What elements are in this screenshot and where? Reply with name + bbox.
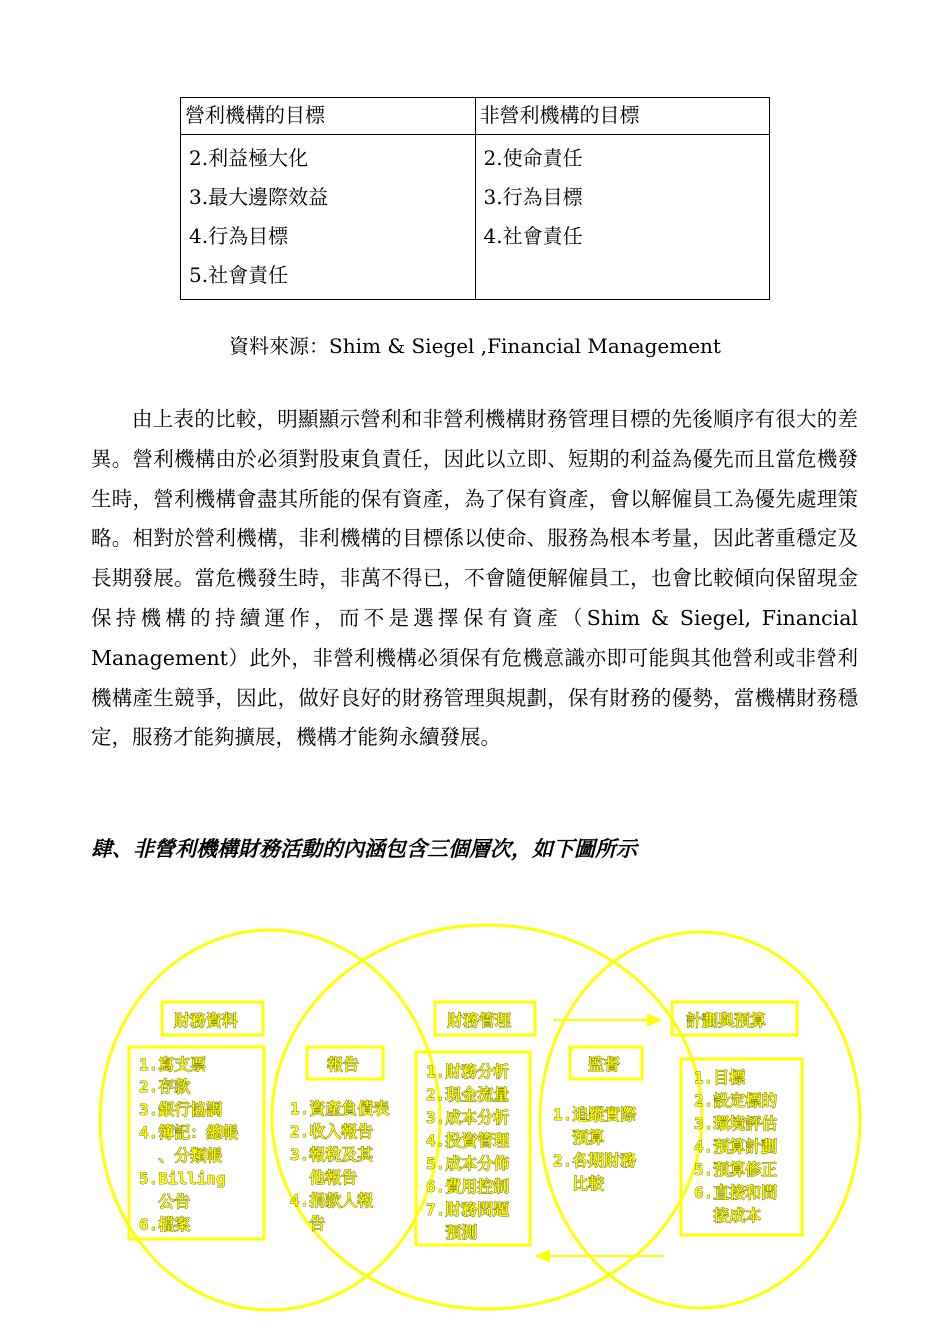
profit-goals-cell — [181, 135, 476, 300]
reports-title: 報告 — [327, 1055, 360, 1074]
profit-goal-item: 3.最大邊際效益 — [189, 185, 329, 209]
table-body-row — [181, 135, 770, 300]
nonprofit-goal-item: 2.使命責任 — [483, 146, 583, 170]
arrow-head-left — [537, 1251, 549, 1261]
financial-management-item: 5.成本分佈 — [426, 1154, 510, 1173]
profit-goal-item: 4.行為目標 — [189, 224, 289, 248]
financial-management-item: 1.財務分析 — [426, 1062, 510, 1081]
financial-management-item: 4.投資管理 — [426, 1131, 510, 1150]
financial-data-item: 、分類帳 — [139, 1146, 223, 1165]
supervision-item: 2.各期財務 — [553, 1151, 637, 1170]
reports-item: 他報告 — [290, 1168, 358, 1187]
planning-item: 4.預算計劃 — [694, 1137, 778, 1156]
planning-title: 計劃與預算 — [686, 1011, 767, 1030]
reports-item: 1.資產負債表 — [290, 1099, 390, 1118]
supervision-item: 比較 — [553, 1174, 605, 1193]
financial-data-item: 4.簿記：總帳 — [139, 1123, 239, 1142]
financial-activity-diagram — [0, 900, 950, 1344]
reports-item: 2.收入報告 — [290, 1122, 374, 1141]
planning-item: 2.設定標的 — [694, 1091, 778, 1110]
table-source-caption: 資料來源：Shim & Siegel ,Financial Management — [229, 334, 721, 358]
table-header-row — [181, 98, 770, 135]
supervision-title: 監督 — [588, 1055, 621, 1074]
financial-management-title: 財務管理 — [447, 1011, 512, 1030]
financial-data-item: 3.銀行協調 — [139, 1100, 223, 1119]
nonprofit-goals-cell — [475, 135, 770, 300]
financial-management-item: 3.成本分析 — [426, 1108, 510, 1127]
financial-management-item: 2.現金流量 — [426, 1085, 510, 1104]
profit-goals-header: 營利機構的目標 — [181, 98, 476, 135]
nonprofit-goals-header: 非營利機構的目標 — [475, 98, 770, 135]
profit-goal-item: 2.利益極大化 — [189, 146, 309, 170]
planning-item: 1.目標 — [694, 1068, 746, 1087]
outer-circle-left — [100, 930, 440, 1310]
planning-item: 接成本 — [694, 1206, 762, 1225]
goals-table — [180, 97, 770, 300]
supervision-item: 1.追蹤實際 — [553, 1105, 637, 1124]
supervision-item: 預算 — [553, 1128, 605, 1147]
reports-item: 4.捐款人報 — [290, 1191, 374, 1210]
body-paragraph: 由上表的比較，明顯顯示營利和非營利機構財務管理目標的先後順序有很大的差異。營利機構由於必須對股東負責任，因此以立即、短期的利益為優先而且當危機發生時，營利機構會盡其所能的保有資產，為了保有資產，會以解僱員工為優先處理策略。相對於營利機構，非利機構的目標係以使命、服務為根本考量，因此著重穩定及長期發展。當危機發生時，非萬不得已，不會隨便解僱員工，也會比較傾向保留現金保持機構的持續運作，而不是選擇保有資產（Shim & Siegel, Financial Management）此外，非營利機構必須保有危機意識亦即可能與其他營利或非營利機構產生競爭，因此，做好良好的財務管理與規劃，保有財務的優勢，當機構財務穩定，服務才能夠擴展，機構才能夠永續發展。 — [91, 407, 858, 750]
financial-data-item: 2.存款 — [139, 1077, 191, 1096]
financial-data-item: 6.檔案 — [139, 1215, 191, 1234]
financial-data-item: 公告 — [139, 1192, 191, 1211]
financial-data-item: 5.Billing — [139, 1169, 226, 1188]
section-heading: 肆、非營利機構財務活動的內涵包含三個層次，如下圖所示 — [91, 836, 637, 861]
planning-item: 3.環境評估 — [694, 1114, 778, 1133]
reports-item: 3.報稅及其 — [290, 1145, 374, 1164]
nonprofit-goal-item: 3.行為目標 — [483, 185, 583, 209]
reports-item: 告 — [290, 1214, 326, 1233]
financial-management-item: 7.財務問題 — [426, 1200, 510, 1219]
financial-management-item: 6.費用控制 — [426, 1177, 510, 1196]
profit-goal-item: 5.社會責任 — [189, 263, 289, 287]
planning-item: 6.直接和間 — [694, 1183, 778, 1202]
arrow-head-right — [648, 1015, 660, 1025]
nonprofit-goal-item: 4.社會責任 — [483, 224, 583, 248]
planning-item: 5.預算修正 — [694, 1160, 778, 1179]
financial-data-title: 財務資料 — [174, 1011, 239, 1030]
financial-management-item: 預測 — [426, 1223, 478, 1242]
financial-data-item: 1.寫支票 — [139, 1055, 207, 1074]
